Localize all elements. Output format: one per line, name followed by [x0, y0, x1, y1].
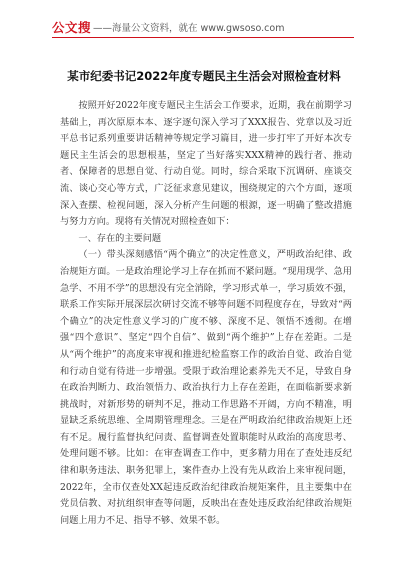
document-body	[60, 98, 352, 529]
site-tagline: ——海量公文资料，就在 www.gwsoso.com	[93, 23, 285, 34]
site-header	[52, 18, 356, 36]
site-logo[interactable]: 公文搜	[52, 20, 92, 35]
problem-paragraph: （一）带头深刻感悟“两个确立”的决定性意义，严明政治纪律、政治规矩方面。一是政治理论学习上存在抓而不紧问题。“现用现学、急用急学、不用不学”的思想没有完全消除，学习形式单一，学习质效不强，联系工作实际开展深层次研讨交流不够等问题不同程度存在，导致对“两个确立”的决定性意义学习的广度不够、深度不足、领悟不透彻。在增强“四个意识”、坚定“四个自信”、做到“两个维护”上存在差距。二是从“两个维护”的高度来审视和推进纪检监察工作的政治自觉、政治自觉和行动自觉有待进一步增强。受限于政治理论素养先天不足，导致自身在政治判断力、政治领悟力、政治执行力上存在差距，在面临新要求新挑战时，对新形势的研判不足，推动工作思路不开阔，方向不精准，明显缺乏系统思维、全周期管理理念。三是在严明政治纪律政治规矩上还有不足。履行监督执纪问责、监督调查处置职能时从政治的高度思考、处理问题不够。比如：在审查调查工作中，更多精力用在了查处违反纪律和职务违法、职务犯罪上，案件查办上没有先从政治上来审视问题，2022年，全市仅查处XX起违反政治纪律政治规矩案件，且主要集中在党员信教、对抗组织审查等问题，反映出在查处违反政治纪律政治规矩问题上用力不足、指导不够、效果不彰。	[60, 249, 352, 526]
intro-paragraph: 按照开好2022年度专题民主生活会工作要求，近期，我在前期学习基础上，再次原原本本、逐字逐句深入学习了XXX报告、党章以及习近平总书记系列重要讲话精神等规定学习篇目，进一步打牢了开好本次专题民主生活会的思想根基，坚定了当好落实XXX精神的践行者、推动者、保障者的思想自觉、行动自觉。同时，综合采取下沉调研、座谈交流、谈心交心等方式，广泛征求意见建议，围绕规定的六个方面，逐项深入查摆、检视问题，深入分析产生问题的根源，逐一明确了整改措施与努力方向。现将有关情况对照检查如下：	[60, 100, 352, 228]
header-divider	[52, 37, 354, 38]
section-heading: 一、存在的主要问题	[78, 232, 162, 244]
document-title: 某市纪委书记2022年度专题民主生活会对照检查材料	[67, 69, 341, 83]
